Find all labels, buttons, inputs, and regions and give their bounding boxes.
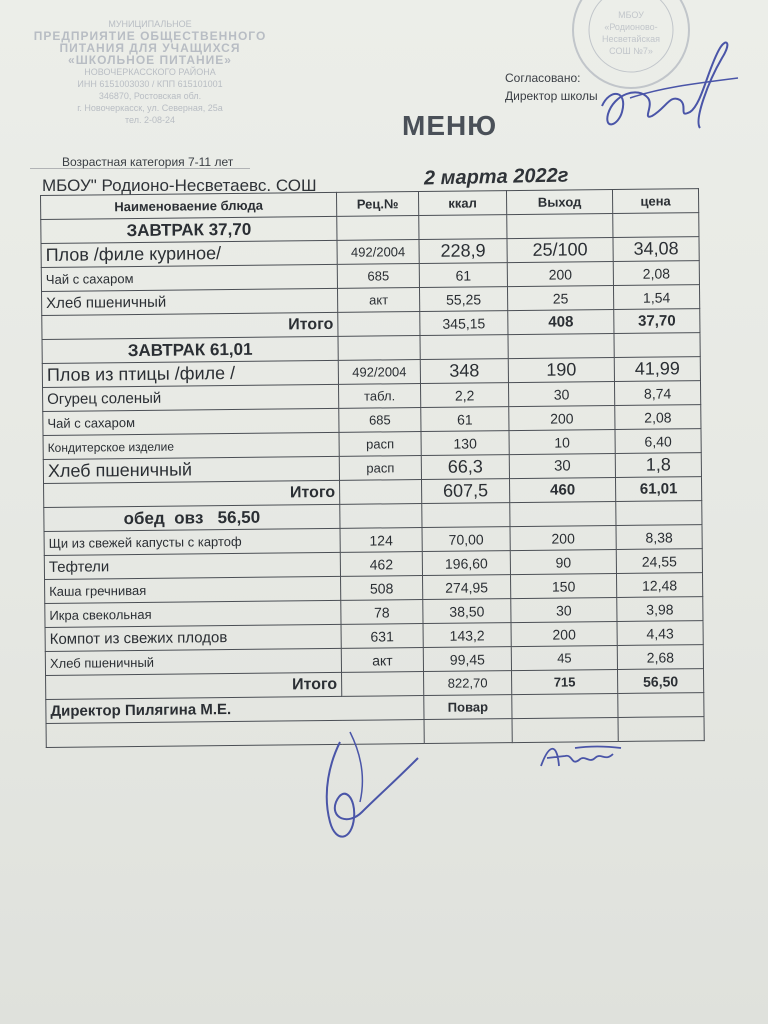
menu-date: 2 марта 2022г — [423, 164, 569, 190]
output-value: 200 — [509, 405, 615, 430]
output-value: 200 — [507, 262, 613, 287]
price-value: 2,68 — [617, 645, 703, 670]
dish-name: Чай с сахаром — [41, 264, 337, 291]
output-value: 30 — [508, 381, 614, 406]
price-value: 24,55 — [616, 549, 702, 574]
principal-signature — [590, 28, 740, 148]
page-title: МЕНЮ — [402, 110, 498, 141]
kcal-value: 70,00 — [422, 527, 510, 552]
header-output: Выход — [506, 190, 612, 215]
stamp-line: 346870, Ростовская обл. — [98, 91, 202, 101]
output-value: 25/100 — [507, 238, 613, 263]
stamp-line: «ШКОЛЬНОЕ ПИТАНИЕ» — [68, 53, 232, 67]
stamp-line: тел. 2-08-24 — [124, 115, 175, 125]
dish-name: Каша гречнивая — [45, 576, 341, 603]
dish-name: Щи из свежей капусты с картоф — [44, 528, 340, 555]
kcal-value: 55,25 — [419, 287, 507, 312]
recipe-number: расп — [339, 432, 421, 457]
svg-text:МБОУ: МБОУ — [618, 10, 644, 20]
total-price: 37,70 — [614, 309, 700, 334]
dish-name: Хлеб пшеничный — [45, 648, 341, 675]
total-label: Итого — [42, 312, 338, 339]
section-title: обед овз 56,50 — [44, 504, 340, 531]
total-price: 61,01 — [615, 477, 701, 502]
price-value: 2,08 — [615, 405, 701, 430]
stamp-line: НОВОЧЕРКАССКОГО РАЙОНА — [84, 67, 216, 77]
dish-name: Кондитерское изделие — [43, 432, 339, 459]
kcal-value: 143,2 — [423, 623, 511, 648]
director-signature — [300, 722, 430, 852]
output-value: 45 — [511, 645, 617, 670]
recipe-number: 508 — [341, 576, 423, 601]
output-value: 30 — [509, 453, 615, 478]
recipe-number: расп — [339, 456, 421, 481]
kcal-value: 66,3 — [421, 455, 509, 480]
price-value: 8,38 — [616, 525, 702, 550]
output-value: 10 — [509, 429, 615, 454]
kcal-value: 61 — [421, 407, 509, 432]
stamp-line: г. Новочеркасск, ул. Северная, 25а — [77, 103, 223, 113]
total-output: 715 — [512, 669, 618, 694]
total-price: 56,50 — [618, 669, 704, 694]
header-price: цена — [612, 189, 698, 214]
menu-table — [40, 188, 705, 748]
dish-name: Компот из свежих плодов — [45, 624, 341, 651]
approval-line: Директор школы — [505, 89, 598, 103]
svg-text:Несветайская: Несветайская — [602, 34, 660, 44]
price-value: 6,40 — [615, 429, 701, 454]
total-kcal: 345,15 — [420, 311, 508, 336]
age-category: Возрастная категория 7-11 лет — [62, 155, 234, 169]
recipe-number: 492/2004 — [338, 360, 420, 385]
total-label: Итого — [46, 672, 342, 699]
kcal-value: 2,2 — [420, 383, 508, 408]
price-value: 41,99 — [614, 357, 700, 382]
dish-name: Хлеб пшеничный — [42, 288, 338, 315]
cook-label: Повар — [424, 695, 512, 720]
header-recipe: Рец.№ — [336, 192, 418, 217]
kcal-value: 38,50 — [423, 599, 511, 624]
dish-name: Икра свекольная — [45, 600, 341, 627]
total-output: 408 — [508, 309, 614, 334]
kcal-value: 61 — [419, 263, 507, 288]
kcal-value: 228,9 — [419, 239, 507, 264]
stamp-line: ПРЕДПРИЯТИЕ ОБЩЕСТВЕННОГО — [33, 29, 267, 43]
price-value: 2,08 — [613, 261, 699, 286]
section-title: ЗАВТРАК 37,70 — [41, 216, 337, 243]
dish-name: Плов из птицы /филе / — [42, 360, 338, 387]
price-value: 1,8 — [615, 453, 701, 478]
kcal-value: 130 — [421, 431, 509, 456]
kcal-value: 348 — [420, 359, 508, 384]
header-name: Наименоваение блюда — [41, 192, 337, 219]
price-value: 34,08 — [613, 237, 699, 262]
recipe-number: табл. — [338, 384, 420, 409]
section-title: ЗАВТРАК 61,01 — [42, 336, 338, 363]
output-value: 190 — [508, 357, 614, 382]
total-output: 460 — [509, 477, 615, 502]
approval-line: Согласовано: — [505, 71, 581, 85]
dish-name: Чай с сахаром — [43, 408, 339, 435]
svg-text:СОШ №7»: СОШ №7» — [609, 46, 653, 56]
recipe-number: 78 — [341, 600, 423, 625]
recipe-number: 462 — [340, 552, 422, 577]
stamp-line: ИНН 6151003030 / КПП 615101001 — [77, 79, 223, 89]
kcal-value: 196,60 — [422, 551, 510, 576]
total-label: Итого — [44, 480, 340, 507]
price-value: 4,43 — [617, 621, 703, 646]
recipe-number: акт — [341, 648, 423, 673]
output-value: 150 — [511, 573, 617, 598]
output-value: 200 — [511, 621, 617, 646]
cook-signature — [535, 738, 625, 774]
recipe-number: 631 — [341, 624, 423, 649]
price-value: 1,54 — [613, 285, 699, 310]
output-value: 90 — [510, 549, 616, 574]
stamp-line: ПИТАНИЯ ДЛЯ УЧАЩИХСЯ — [59, 41, 241, 55]
organization-stamp — [30, 18, 270, 138]
school-name: МБОУ" Родионо-Несветаевс. СОШ — [42, 176, 317, 195]
recipe-number: 685 — [339, 408, 421, 433]
dish-name: Плов /филе куриное/ — [41, 240, 337, 267]
header-kcal: ккал — [418, 191, 506, 216]
kcal-value: 274,95 — [423, 575, 511, 600]
price-value: 8,74 — [614, 381, 700, 406]
approval-block — [505, 69, 598, 105]
price-value: 3,98 — [617, 597, 703, 622]
total-kcal: 822,70 — [424, 671, 512, 696]
price-value: 12,48 — [616, 573, 702, 598]
recipe-number: 492/2004 — [337, 240, 419, 265]
output-value: 200 — [510, 525, 616, 550]
underline — [30, 168, 250, 169]
director-name: Директор Пилягина М.Е. — [46, 696, 424, 724]
dish-name: Тефтели — [44, 552, 340, 579]
cook-signature-cell — [512, 693, 618, 718]
dish-name: Хлеб пшеничный — [43, 456, 339, 483]
output-value: 30 — [511, 597, 617, 622]
kcal-value: 99,45 — [423, 647, 511, 672]
total-kcal: 607,5 — [422, 479, 510, 504]
recipe-number: 685 — [337, 264, 419, 289]
svg-text:«Родионово-: «Родионово- — [604, 22, 658, 32]
stamp-line: МУНИЦИПАЛЬНОЕ — [108, 19, 192, 29]
recipe-number: акт — [337, 288, 419, 313]
recipe-number: 124 — [340, 528, 422, 553]
dish-name: Огурец соленый — [43, 384, 339, 411]
output-value: 25 — [507, 285, 613, 310]
